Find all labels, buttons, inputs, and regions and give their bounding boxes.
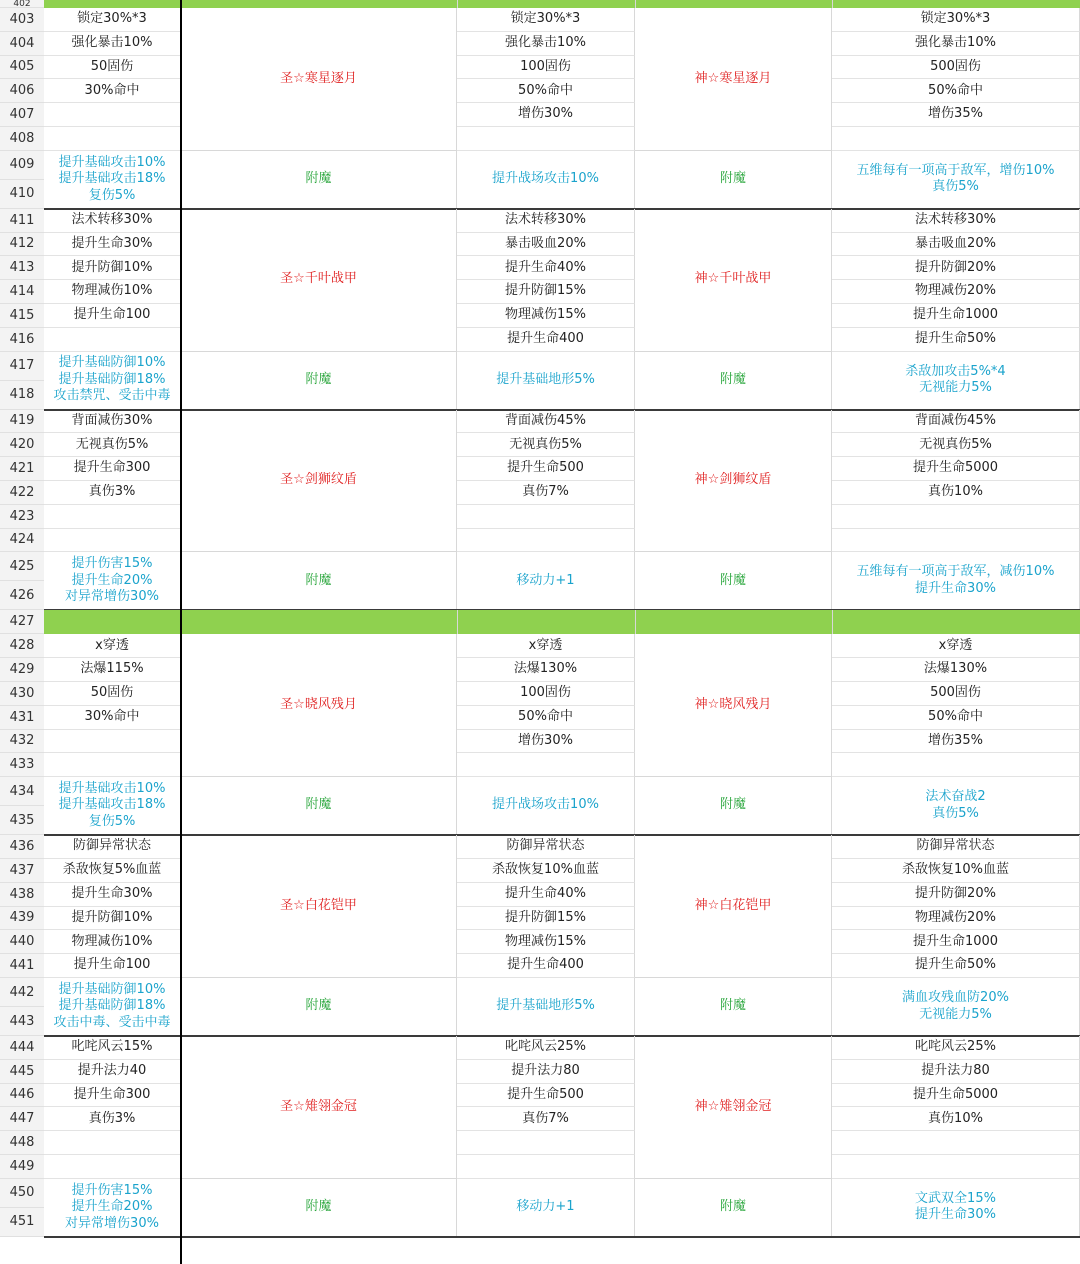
stat-cell-holy — [457, 529, 635, 553]
stat-cell-base: 物理减伤10% — [44, 930, 181, 954]
stat-cell-divine: 法爆130% — [832, 658, 1080, 682]
enchant-cell-base — [44, 151, 181, 209]
stat-cell-holy: 真伤7% — [457, 481, 635, 505]
stat-cell-divine: 叱咤风云25% — [832, 1036, 1080, 1060]
row-number: 447 — [0, 1107, 44, 1131]
cell-line: 满血攻残血防20% — [902, 990, 1009, 1005]
cell-line: 提升基础攻击10% — [58, 154, 166, 170]
stat-cell-base: 背面减伤30% — [44, 410, 181, 434]
stat-cell-divine: 强化暴击10% — [832, 32, 1080, 56]
enchant-cell-base — [44, 978, 181, 1036]
stat-cell-divine: 提升生命1000 — [832, 304, 1080, 328]
row-number: 419 — [0, 410, 44, 434]
stat-cell-holy: 物理减伤15% — [457, 304, 635, 328]
stat-cell-base: 杀敌恢复5%血蓝 — [44, 859, 181, 883]
enchant-cell-divine — [832, 352, 1080, 410]
separator-divider — [457, 610, 458, 634]
item-name-holy: 圣☆雉翎金冠 — [181, 1036, 457, 1179]
stat-cell-holy: 法术转移30% — [457, 209, 635, 233]
stat-cell-base: 提升法力40 — [44, 1060, 181, 1084]
enchant-label-holy: 附魔 — [181, 352, 457, 410]
cell-line: 提升基础防御18% — [58, 371, 166, 387]
row-number: 432 — [0, 730, 44, 754]
stat-cell-divine: 提升生命5000 — [832, 1084, 1080, 1108]
stat-cell-divine: 物理减伤20% — [832, 907, 1080, 931]
row-number: 433 — [0, 753, 44, 777]
item-name-holy: 圣☆晓风残月 — [181, 634, 457, 777]
row-number: 437 — [0, 859, 44, 883]
stat-cell-divine — [832, 1155, 1080, 1179]
enchant-label-holy: 附魔 — [181, 552, 457, 610]
stat-cell-divine: 提升生命1000 — [832, 930, 1080, 954]
row-number: 421 — [0, 457, 44, 481]
stat-cell-holy: 物理减伤15% — [457, 930, 635, 954]
enchant-label-divine: 附魔 — [635, 352, 832, 410]
stat-cell-divine: 真伤10% — [832, 481, 1080, 505]
row-number: 413 — [0, 256, 44, 280]
stat-cell-base: 无视真伤5% — [44, 433, 181, 457]
block-border — [44, 1236, 1080, 1238]
stat-cell-holy — [457, 1155, 635, 1179]
row-number: 450 — [0, 1179, 44, 1208]
stat-cell-base: 防御异常状态 — [44, 835, 181, 859]
row-number: 444 — [0, 1036, 44, 1060]
stat-cell-holy: 提升生命40% — [457, 256, 635, 280]
row-number: 412 — [0, 233, 44, 257]
stat-cell-holy: x穿透 — [457, 634, 635, 658]
stat-cell-divine: 500固伤 — [832, 682, 1080, 706]
row-number: 405 — [0, 56, 44, 80]
cell-line: 杀敌加攻击5%*4 — [905, 363, 1006, 379]
stat-cell-base — [44, 730, 181, 754]
stat-cell-divine: 提升防御20% — [832, 256, 1080, 280]
item-name-divine: 神☆雉翎金冠 — [635, 1036, 832, 1179]
row-number: 414 — [0, 280, 44, 304]
row-number: 418 — [0, 381, 44, 410]
enchant-label-divine: 附魔 — [635, 1179, 832, 1237]
row-number: 440 — [0, 930, 44, 954]
stat-cell-divine: 无视真伤5% — [832, 433, 1080, 457]
item-name-divine: 神☆晓风残月 — [635, 634, 832, 777]
row-number: 442 — [0, 978, 44, 1007]
stat-cell-base: 提升防御10% — [44, 256, 181, 280]
stat-cell-holy — [457, 1131, 635, 1155]
row-number: 406 — [0, 79, 44, 103]
row-number: 409 — [0, 151, 44, 180]
stat-cell-base — [44, 328, 181, 352]
row-number: 425 — [0, 552, 44, 581]
enchant-label-holy: 附魔 — [181, 1179, 457, 1237]
stat-cell-base: 提升生命30% — [44, 233, 181, 257]
stat-cell-divine: 50%命中 — [832, 79, 1080, 103]
enchant-cell-base — [44, 352, 181, 410]
stat-cell-base — [44, 127, 181, 151]
stat-cell-divine: 500固伤 — [832, 56, 1080, 80]
stat-cell-divine: 真伤10% — [832, 1107, 1080, 1131]
stat-cell-holy: 100固伤 — [457, 56, 635, 80]
row-number: 435 — [0, 806, 44, 835]
stat-cell-holy: 法爆130% — [457, 658, 635, 682]
row-number: 448 — [0, 1131, 44, 1155]
separator-divider — [457, 0, 458, 8]
separator-divider — [635, 610, 636, 634]
stat-cell-base: 50固伤 — [44, 682, 181, 706]
stat-cell-holy: 杀敌恢复10%血蓝 — [457, 859, 635, 883]
row-number: 404 — [0, 32, 44, 56]
stat-cell-divine — [832, 127, 1080, 151]
cell-line: 攻击禁咒、受击中毒 — [53, 388, 171, 404]
stat-cell-holy: 提升生命40% — [457, 883, 635, 907]
row-number: 427 — [0, 610, 44, 634]
enchant-cell-divine — [832, 1179, 1080, 1237]
cell-line: 真伤5% — [932, 805, 979, 821]
row-number: 428 — [0, 634, 44, 658]
enchant-cell-holy — [457, 552, 635, 610]
cell-line: 无视能力5% — [919, 380, 992, 396]
row-number: 408 — [0, 127, 44, 151]
enchant-cell-holy — [457, 151, 635, 209]
enchant-label-holy: 附魔 — [181, 978, 457, 1036]
cell-line: 提升战场攻击10% — [492, 797, 599, 813]
stat-cell-divine: 提升防御20% — [832, 883, 1080, 907]
cell-line: 对异常增伤30% — [65, 1215, 159, 1231]
row-number: 439 — [0, 907, 44, 931]
stat-cell-holy: 暴击吸血20% — [457, 233, 635, 257]
cell-line: 提升基础地形5% — [496, 998, 595, 1014]
stat-cell-divine — [832, 505, 1080, 529]
stat-cell-divine: 物理减伤20% — [832, 280, 1080, 304]
stat-cell-base: 叱咤风云15% — [44, 1036, 181, 1060]
cell-line: 提升生命20% — [71, 1199, 153, 1215]
stat-cell-divine — [832, 1131, 1080, 1155]
row-number: 443 — [0, 1007, 44, 1036]
row-number: 424 — [0, 529, 44, 553]
stat-cell-divine: x穿透 — [832, 634, 1080, 658]
row-number: 441 — [0, 954, 44, 978]
row-number: 445 — [0, 1060, 44, 1084]
item-name-holy: 圣☆白花铠甲 — [181, 835, 457, 978]
section-separator-mid — [44, 610, 1080, 634]
stat-cell-base: 强化暴击10% — [44, 32, 181, 56]
row-number: 426 — [0, 581, 44, 610]
stat-cell-base: 真伤3% — [44, 481, 181, 505]
stat-cell-base: 50固伤 — [44, 56, 181, 80]
enchant-cell-base — [44, 1179, 181, 1237]
stat-cell-holy: 50%命中 — [457, 79, 635, 103]
cell-line: 攻击中毒、受击中毒 — [53, 1014, 171, 1030]
stat-cell-base: 提升生命300 — [44, 457, 181, 481]
cell-line: 提升基础攻击18% — [58, 171, 166, 187]
enchant-cell-base — [44, 552, 181, 610]
stat-cell-holy: 真伤7% — [457, 1107, 635, 1131]
enchant-cell-divine — [832, 978, 1080, 1036]
row-number: 423 — [0, 505, 44, 529]
stat-cell-base: 法术转移30% — [44, 209, 181, 233]
stat-cell-base: 锁定30%*3 — [44, 8, 181, 32]
stat-cell-holy: 强化暴击10% — [457, 32, 635, 56]
stat-cell-holy: 50%命中 — [457, 706, 635, 730]
row-number: 417 — [0, 352, 44, 381]
cell-line: 提升生命20% — [71, 572, 153, 588]
cell-line: 提升伤害15% — [71, 1182, 153, 1198]
item-name-divine: 神☆千叶战甲 — [635, 209, 832, 352]
stat-cell-base: 真伤3% — [44, 1107, 181, 1131]
stat-cell-divine: 法术转移30% — [832, 209, 1080, 233]
column-border — [180, 0, 182, 1264]
cell-line: 对异常增伤30% — [65, 589, 159, 605]
enchant-label-holy: 附魔 — [181, 777, 457, 835]
stat-cell-divine: 防御异常状态 — [832, 835, 1080, 859]
stat-cell-divine: 提升生命5000 — [832, 457, 1080, 481]
stat-cell-base: 提升生命100 — [44, 954, 181, 978]
item-name-divine: 神☆寒星逐月 — [635, 8, 832, 151]
item-name-divine: 神☆剑狮纹盾 — [635, 410, 832, 553]
stat-cell-divine: 提升法力80 — [832, 1060, 1080, 1084]
row-number: 449 — [0, 1155, 44, 1179]
stat-cell-divine — [832, 753, 1080, 777]
stat-cell-base — [44, 1155, 181, 1179]
row-number: 438 — [0, 883, 44, 907]
row-number: 451 — [0, 1208, 44, 1237]
stat-cell-holy: 提升生命400 — [457, 954, 635, 978]
stat-cell-holy — [457, 127, 635, 151]
stat-cell-base: x穿透 — [44, 634, 181, 658]
row-number: 434 — [0, 777, 44, 806]
cell-line: 无视能力5% — [919, 1006, 992, 1022]
stat-cell-base — [44, 753, 181, 777]
stat-cell-holy: 提升生命500 — [457, 1084, 635, 1108]
item-name-holy: 圣☆剑狮纹盾 — [181, 410, 457, 553]
enchant-cell-divine — [832, 151, 1080, 209]
enchant-cell-divine — [832, 552, 1080, 610]
stat-cell-holy: 提升生命500 — [457, 457, 635, 481]
stat-cell-divine: 50%命中 — [832, 706, 1080, 730]
enchant-cell-holy — [457, 978, 635, 1036]
separator-divider — [635, 0, 636, 8]
stat-cell-holy: 提升法力80 — [457, 1060, 635, 1084]
row-number: 410 — [0, 180, 44, 209]
separator-divider — [832, 610, 833, 634]
row-number: 430 — [0, 682, 44, 706]
row-number: 420 — [0, 433, 44, 457]
stat-cell-base: 提升生命100 — [44, 304, 181, 328]
cell-line: 提升伤害15% — [71, 556, 153, 572]
enchant-cell-base — [44, 777, 181, 835]
stat-cell-holy: 提升防御15% — [457, 280, 635, 304]
stat-cell-holy: 防御异常状态 — [457, 835, 635, 859]
row-number: 422 — [0, 481, 44, 505]
stat-cell-base: 提升生命300 — [44, 1084, 181, 1108]
stat-cell-holy: 叱咤风云25% — [457, 1036, 635, 1060]
stat-cell-base: 提升防御10% — [44, 907, 181, 931]
stat-cell-holy: 增伤30% — [457, 103, 635, 127]
cell-line: 提升生命30% — [915, 1207, 996, 1223]
enchant-label-divine: 附魔 — [635, 777, 832, 835]
stat-cell-holy — [457, 505, 635, 529]
stat-cell-base — [44, 529, 181, 553]
stat-cell-base — [44, 1131, 181, 1155]
stat-cell-base: 30%命中 — [44, 706, 181, 730]
stat-cell-divine: 锁定30%*3 — [832, 8, 1080, 32]
cell-line: 提升战场攻击10% — [492, 171, 599, 187]
row-number: 429 — [0, 658, 44, 682]
row-number: 436 — [0, 835, 44, 859]
enchant-label-divine: 附魔 — [635, 978, 832, 1036]
row-number: 411 — [0, 209, 44, 233]
stat-cell-holy: 100固伤 — [457, 682, 635, 706]
cell-line: 提升基础攻击18% — [58, 797, 166, 813]
cell-line: 五维每有一项高于敌军，增伤10% — [856, 162, 1055, 178]
row-number: 416 — [0, 328, 44, 352]
stat-cell-base: 物理减伤10% — [44, 280, 181, 304]
cell-line: 提升基础防御18% — [58, 998, 166, 1014]
cell-line: 法术奋战2 — [925, 789, 986, 805]
stat-cell-holy: 背面减伤45% — [457, 410, 635, 434]
row-number: 415 — [0, 304, 44, 328]
stat-cell-holy: 提升生命400 — [457, 328, 635, 352]
stat-cell-divine: 提升生命50% — [832, 328, 1080, 352]
enchant-cell-holy — [457, 1179, 635, 1237]
cell-line: 五维每有一项高于敌军，减伤10% — [856, 564, 1055, 580]
stat-cell-divine: 增伤35% — [832, 730, 1080, 754]
enchant-label-holy: 附魔 — [181, 151, 457, 209]
row-number: 407 — [0, 103, 44, 127]
row-number: 431 — [0, 706, 44, 730]
stat-cell-holy: 锁定30%*3 — [457, 8, 635, 32]
enchant-cell-holy — [457, 777, 635, 835]
section-separator-top — [44, 0, 1080, 8]
stat-cell-divine — [832, 529, 1080, 553]
stat-cell-base — [44, 103, 181, 127]
stat-cell-holy: 增伤30% — [457, 730, 635, 754]
item-name-holy: 圣☆寒星逐月 — [181, 8, 457, 151]
stat-cell-base — [44, 505, 181, 529]
item-name-holy: 圣☆千叶战甲 — [181, 209, 457, 352]
cell-line: 提升基础防御10% — [58, 981, 166, 997]
cell-line: 提升生命30% — [915, 580, 996, 596]
row-number: 402 — [0, 0, 44, 8]
stat-cell-divine: 增伤35% — [832, 103, 1080, 127]
row-number: 446 — [0, 1084, 44, 1108]
stat-cell-base: 提升生命30% — [44, 883, 181, 907]
row-number: 403 — [0, 8, 44, 32]
stat-cell-holy: 无视真伤5% — [457, 433, 635, 457]
enchant-label-divine: 附魔 — [635, 151, 832, 209]
stat-cell-divine: 杀敌恢复10%血蓝 — [832, 859, 1080, 883]
cell-line: 提升基础地形5% — [496, 371, 595, 387]
cell-line: 文武双全15% — [915, 1190, 996, 1206]
enchant-label-divine: 附魔 — [635, 552, 832, 610]
stat-cell-holy: 提升防御15% — [457, 907, 635, 931]
stat-cell-divine: 暴击吸血20% — [832, 233, 1080, 257]
separator-divider — [832, 0, 833, 8]
stat-cell-base: 法爆115% — [44, 658, 181, 682]
stat-cell-holy — [457, 753, 635, 777]
cell-line: 提升基础攻击10% — [58, 780, 166, 796]
cell-line: 提升基础防御10% — [58, 355, 166, 371]
enchant-cell-holy — [457, 352, 635, 410]
stat-cell-divine: 背面减伤45% — [832, 410, 1080, 434]
stat-cell-base: 30%命中 — [44, 79, 181, 103]
item-name-divine: 神☆白花铠甲 — [635, 835, 832, 978]
cell-line: 移动力+1 — [516, 572, 575, 588]
enchant-cell-divine — [832, 777, 1080, 835]
cell-line: 复伤5% — [88, 187, 136, 203]
cell-line: 真伤5% — [932, 179, 979, 195]
stat-cell-divine: 提升生命50% — [832, 954, 1080, 978]
cell-line: 移动力+1 — [516, 1199, 575, 1215]
cell-line: 复伤5% — [88, 813, 136, 829]
